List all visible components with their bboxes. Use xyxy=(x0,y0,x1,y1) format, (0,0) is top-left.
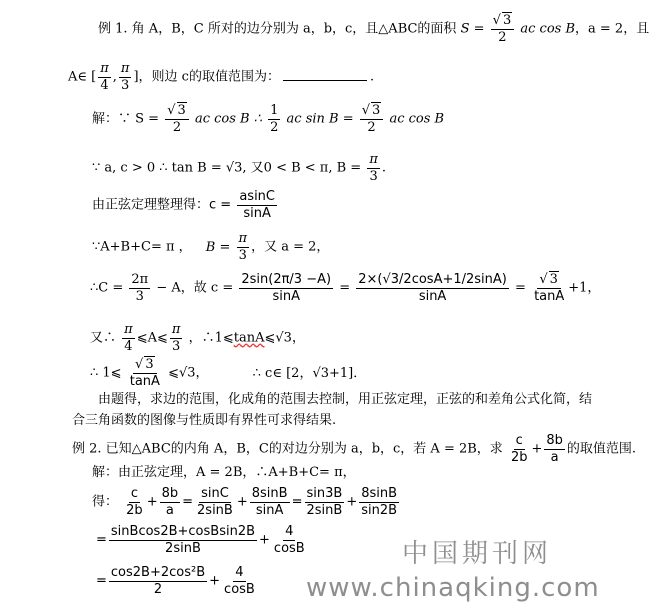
watermark-url: www.chinaqking.com xyxy=(306,573,600,603)
sol-line6: 又∴ $\frac{\pi}{4}$ ⩽A⩽ $\frac{\pi}{3}$ ，∴1⩽tanA⩽√3， xyxy=(90,322,305,354)
watermark-cn: 中国期刊网 xyxy=(402,539,553,569)
sol-line4: ∵A+B+C= π ， B = $\frac{\pi}{3}$ ，又 a = 2， xyxy=(92,231,330,263)
sol-line5: ∴C = $\frac{2\pi}{3}$ − A，故 c = $\frac{2\sin(2\pi/3 -A)}{\sin A}$ = $\frac{2\times(√3/2\cos A+1/2\sin A)}{\sin A}$ = $\frac{√ 3}{\tan A}$ +1， xyxy=(90,272,601,304)
sol-line1: 解：∵ S = $\frac{√ 3}{2}$ ac cos B ∴ $\frac{1}{2}$ ac sin B = $\frac{√ 3}{2}$ ac cos B xyxy=(92,103,445,135)
summary-line1: 由题得，求边的范围，化成角的范围去控制，用正弦定理，正弦的和差角公式化简，结 xyxy=(98,392,593,407)
ex2-intro: 例 2. 已知△ABC的内角 A，B，C的对边分别为 a，b，c，若 A = 2B，求 $\frac{c}{2b}$ + $\frac{8b}{a}$ 的取值范围. xyxy=(72,433,637,465)
sol-line3: 由正弦定理整理得：c = $\frac{asinC}{\sin A}$ xyxy=(92,189,275,221)
ex2-sol2: 得： $\frac{c}{2b}$ + $\frac{8b}{a}$ = $\frac{\sin C}{2\sin B}$ + $\frac{8\sin B}{\sin A}$ = $\frac{\sin 3B}{2\sin B}$ + $\frac{8\sin B}{\sin 2B}$ xyxy=(92,486,398,518)
ex2-sol4: = $\frac{\text{cos2B+2cos²B}}{2}$ + $\frac{4}{\cos B}$ xyxy=(96,565,255,597)
ex2-sol1: 解：由正弦定理，A = 2B，∴A+B+C= π， xyxy=(92,465,356,480)
summary-line2: 合三角函数的图像与性质即有界性可求得结果. xyxy=(72,413,337,428)
sol-line2: ∵ a, c > 0 ∴ tan B = √3, 又0 < B < π, B = $\frac{\pi}{3}$ . xyxy=(92,152,387,184)
sol-line7: ∴ 1⩽ $\frac{√ 3}{\tan A}$ ⩽√3， ∴ c∈ [2，√3+1]． xyxy=(90,357,367,389)
ex2-sol3: = $\frac{\text{sinBcos2B+cosBsin2B}}{2\sin B}$ + $\frac{4}{\cos B}$ xyxy=(96,524,305,556)
answer-blank xyxy=(283,80,367,81)
ex1-range: A∈ [ $\frac{\pi}{4}$ , $\frac{\pi}{3}$ ]，则边 c的取值范围为： . xyxy=(68,61,375,93)
ex1-intro: 例 1. 角 A，B，C 所对的边分别为 a，b，c，且△ABC的面积 S = $\frac{√ 3}{2}$ ac cos B，a = 2，且 xyxy=(98,13,649,45)
